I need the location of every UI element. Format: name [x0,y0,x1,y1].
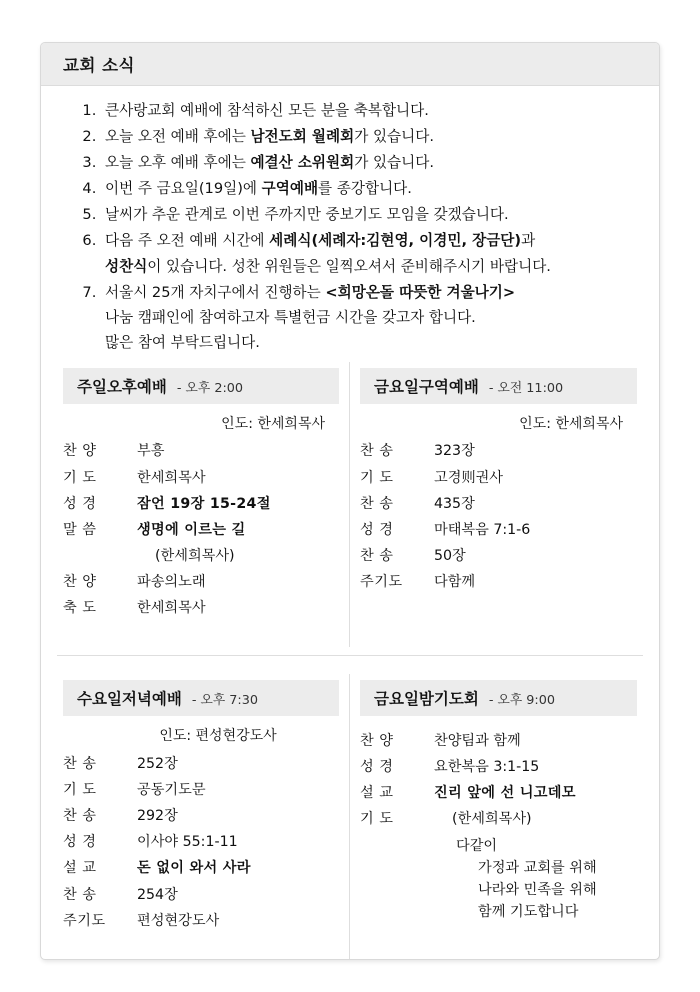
order-label: 기 도 [63,469,97,486]
service-order-table [63,439,339,622]
service-order-row [360,465,637,491]
service-order-table [360,728,637,833]
order-label: 찬 송 [360,495,394,512]
service-order-row [63,491,339,517]
service-order-row [360,544,637,570]
news-item [101,228,639,278]
service-order-row [63,751,339,777]
order-label: 찬 송 [360,548,394,565]
order-value: 한세희목사 [137,469,206,486]
service-block-sunday-afternoon [53,362,350,647]
news-item-text: 이 있습니다. 성찬 위원들은 일찍오셔서 준비해주시기 바랍니다. [147,257,551,275]
order-value: 252장 [137,755,178,772]
news-item-emphasis: 성찬식 [105,257,148,275]
service-order-row [63,544,339,570]
service-time: - 오후 2:00 [176,380,244,396]
news-item-emphasis: 예결산 소위원회 [250,154,355,172]
service-order-row [63,882,339,908]
service-order-row [63,596,339,622]
service-header-friday-district [360,368,637,404]
service-leader: 인도: 한세희목사 [221,415,325,432]
order-label: 찬 송 [63,886,97,903]
service-order-row [63,439,339,465]
order-value: 마태복음 7:1-6 [434,521,531,538]
service-title: 수요일저녁예배 [77,690,182,709]
service-time: - 오후 7:30 [191,693,259,709]
news-item [101,280,639,355]
service-order-row [360,781,637,807]
order-value: 파송의노래 [137,574,206,591]
order-value: 생명에 이르는 길 [137,521,246,538]
service-leader: 인도: 편성현강도사 [159,728,277,745]
news-item-text: 날씨가 추운 관계로 이번 주까지만 중보기도 모임을 갖겠습니다. [105,206,509,224]
news-item-text: 큰사랑교회 예배에 참석하신 모든 분을 축복합니다. [105,102,429,119]
news-item-emphasis: 남전도회 월례회 [250,128,355,146]
news-item-text: 다음 주 오전 예배 시간에 [105,232,270,250]
news-section-header: 교회 소식 [41,43,659,86]
service-time: - 오후 9:00 [488,693,556,709]
prayer-all-label: 다같이 [456,837,498,854]
service-order-row [360,439,637,465]
news-item [101,176,639,201]
service-header-sunday-afternoon [63,368,339,404]
order-value: 고경则권사 [434,469,504,486]
service-order-row [360,570,637,596]
news-item-text: 가 있습니다. [354,128,434,146]
grid-divider [57,655,643,656]
news-item-emphasis: <희망온돌 따뜻한 겨울나기> [325,283,516,301]
order-label: 주기도 [63,912,106,929]
service-title: 금요일밤기도회 [374,690,479,709]
order-value: 공동기도문 [137,781,206,798]
news-item-text: 많은 참여 부탁드립니다. [105,333,260,351]
prayer-block [360,835,637,923]
service-order-table [360,439,637,596]
news-item-text: 나눔 캠패인에 참여하고자 특별헌금 시간을 갖고자 합니다. [105,308,476,326]
news-item-text: 과 [521,232,536,250]
service-order-row [360,491,637,517]
service-block-friday-district [350,362,647,647]
news-item [101,124,639,149]
news-item [101,150,639,175]
service-order-row [63,517,339,543]
order-label [63,544,137,570]
order-value: 진리 앞에 선 니고데모 [434,785,576,802]
service-order-row [63,777,339,803]
order-value: 435장 [434,495,475,512]
prayer-item: 가정과 교회를 위해 [478,859,597,876]
order-value: 찬양팀과 함께 [434,732,521,749]
service-order-row [63,908,339,934]
order-label: 찬 송 [360,443,394,460]
news-item-text: 를 종강합니다. [318,180,412,198]
order-label: 기 도 [360,811,394,828]
service-order-row [63,570,339,596]
bulletin-card [40,42,660,960]
service-order-row [360,807,637,833]
order-value: 254장 [137,886,178,903]
order-value: (한세희목사) [452,811,532,828]
order-label: 찬 양 [63,574,97,591]
order-label: 찬 양 [63,443,97,460]
order-label: 찬 송 [63,755,97,772]
news-section-body [41,86,659,362]
order-value: 부흥 [137,443,165,460]
service-leader: 인도: 한세희목사 [519,415,623,432]
order-label: 설 교 [360,785,394,802]
spacer [360,716,637,728]
order-value: 잠언 19장 15-24절 [137,495,271,512]
order-value: 292장 [137,808,178,825]
service-block-friday-night-prayer [350,674,647,959]
news-item-text: 가 있습니다. [354,154,434,172]
service-order-row [63,804,339,830]
order-value: 편성현강도사 [137,912,220,929]
order-label: 주기도 [360,574,403,591]
order-label: 기 도 [63,781,97,798]
order-value: 이사야 55:1-11 [137,834,238,851]
news-item-text: 서울시 25개 자치구에서 진행하는 [105,283,326,301]
service-title: 주일오후예배 [77,377,167,396]
news-item [101,98,639,123]
order-label: 성 경 [360,758,394,775]
service-order-row [63,830,339,856]
order-value: 다함께 [434,574,476,591]
order-value: (한세희목사) [155,548,235,565]
service-order-row [360,728,637,754]
news-item-emphasis: 세례식(세례자:김현영, 이경민, 장금단) [269,232,522,250]
service-order-row [63,465,339,491]
order-label: 성 경 [63,495,97,512]
prayer-item: 나라와 민족을 위해 [478,881,597,898]
service-time: - 오전 11:00 [488,380,564,396]
order-label: 설 교 [63,860,97,877]
service-header-friday-night-prayer [360,680,637,716]
service-order-table [63,751,339,934]
order-value: 돈 없이 와서 사라 [137,860,251,877]
order-value: 요한복음 3:1-15 [434,758,540,775]
news-list [61,98,639,355]
order-label: 성 경 [63,834,97,851]
service-order-row [63,856,339,882]
news-item-text: 이번 주 금요일(19일)에 [105,180,262,198]
service-title: 금요일구역예배 [374,377,479,396]
order-value: 50장 [434,548,466,565]
order-label: 말 씀 [63,521,97,538]
service-header-wednesday-evening [63,680,339,716]
news-item-text: 오늘 오전 예배 후에는 [105,128,251,146]
service-order-row [360,754,637,780]
service-block-wednesday-evening [53,674,350,959]
prayer-item: 함께 기도합니다 [478,903,579,920]
order-label: 찬 송 [63,808,97,825]
service-order-row [360,517,637,543]
order-label: 기 도 [360,469,394,486]
order-value: 323장 [434,443,475,460]
news-item [101,202,639,227]
order-label: 찬 양 [360,732,394,749]
news-item-text: 오늘 오후 예배 후에는 [105,154,251,172]
news-item-emphasis: 구역예배 [261,180,319,198]
order-label: 성 경 [360,521,394,538]
service-grid [41,362,659,959]
order-value: 한세희목사 [137,600,206,617]
order-label: 축 도 [63,600,97,617]
